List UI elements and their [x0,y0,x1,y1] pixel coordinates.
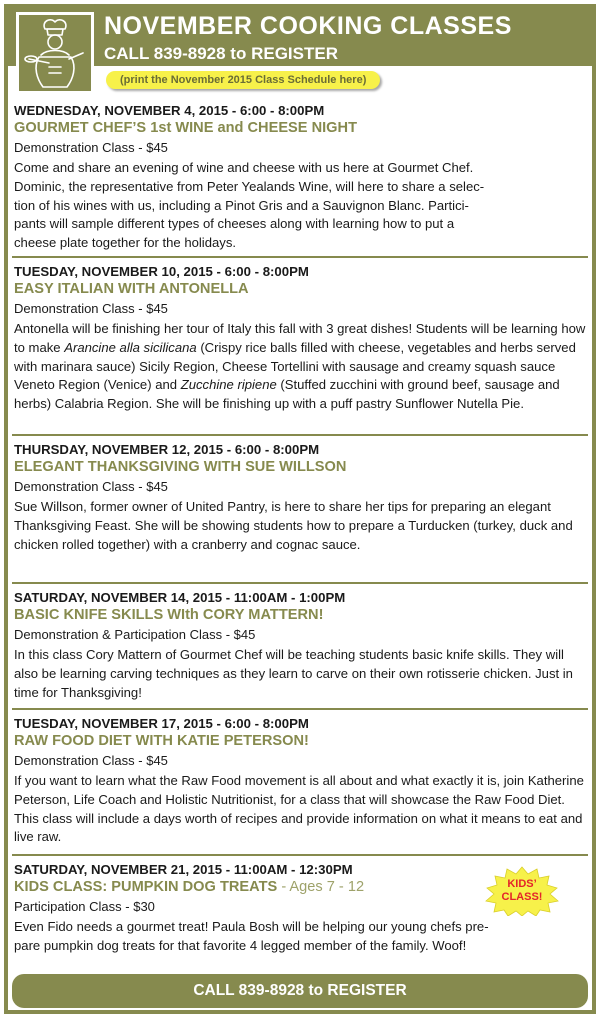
desc-line: pare pumpkin dog treats for that favorite 4 legged member of the family. Woof! [14,937,467,953]
class-description [14,159,588,253]
class-description: If you want to learn what the Raw Food movement is all about and what exactly it is, join Katherine Peterson, Life Coach and Holistic Nutritionist, for a class that will showcase the Raw Food Diet. This class will include a days worth of recipes and provide information on what it means to eat and live raw. [14,773,584,845]
desc-line: cheese plate together for the holidays. [14,235,237,251]
class-name: EASY ITALIAN WITH ANTONELLA [14,281,249,297]
class-type: Demonstration Class - $45 [14,301,168,316]
chef-logo-icon [16,12,94,94]
class-type: Demonstration Class - $45 [14,753,168,768]
class-name: ELEGANT THANKSGIVING WITH SUE WILLSON [14,459,347,475]
class-type: Demonstration Class - $45 [14,479,168,494]
register-phone: CALL 839-8928 to REGISTER [104,44,338,63]
desc-line: Even Fido needs a gourmet treat! Paula Bosh will be helping our young chefs pre- [14,919,489,934]
class-type: Demonstration Class - $45 [14,140,168,155]
class-description: Sue Willson, former owner of United Pantry, is here to share her tips for preparing an elegant Thanksgiving Feast. She will be showing students how to prepare a Turducken (turkey, duck and chicken rolled together) with a cranberry and cognac sauce. [14,499,573,552]
print-schedule-link[interactable]: (print the November 2015 Class Schedule here) [106,71,380,89]
kids-badge-line1: KIDS’ [507,878,537,890]
class-description [14,918,588,956]
class-entry-wine-cheese [14,103,588,253]
divider [12,256,588,258]
desc-line: Dominic, the representative from Peter Yealands Wine, will here to share a selec- [14,178,485,194]
desc-text: (Crispy rice balls filled with cheese, vegetables and herbs served with marinara sauce) Sicily Region, Cheese Tortellini with sausage and creamy squash sauce Veneto Region (Venice) and [14,339,576,393]
class-date: THURSDAY, NOVEMBER 12, 2015 - 6:00 - 8:00PM [14,442,320,457]
dish-name-zucchine: Zucchine ripiene [180,377,277,393]
class-ages: - Ages 7 - 12 [281,879,365,895]
class-date: TUESDAY, NOVEMBER 17, 2015 - 6:00 - 8:00PM [14,716,309,731]
class-description: In this class Cory Mattern of Gourmet Chef will be teaching students basic knife skills. They will also be learning carving techniques as they learn to carve on their own rotisserie chicken. Just in time for Thanksgiving! [14,647,573,700]
class-date: TUESDAY, NOVEMBER 10, 2015 - 6:00 - 8:00PM [14,264,309,279]
chef-illustration [19,15,91,91]
class-entry-thanksgiving [14,442,588,554]
divider [12,854,588,856]
desc-line: Come and share an evening of wine and cheese with us here at Gourmet Chef. [14,160,474,175]
desc-line: tion of his wines with us, including a Pinot Gris and a Sauvignon Blanc. Partici- [14,197,469,213]
class-date: WEDNESDAY, NOVEMBER 4, 2015 - 6:00 - 8:00PM [14,103,325,118]
divider [12,434,588,436]
class-type: Demonstration & Participation Class - $45 [14,627,256,642]
class-type: Participation Class - $30 [14,899,155,914]
kids-class-badge [484,866,560,916]
desc-line: pants will sample different types of cheeses along with learning how to put a [14,216,455,232]
class-description [14,320,588,414]
header-bar [8,8,592,66]
class-name: GOURMET CHEF’S 1st WINE and CHEESE NIGHT [14,120,357,136]
class-entry-knife-skills [14,590,588,702]
class-name: RAW FOOD DIET WITH KATIE PETERSON! [14,733,309,749]
divider [12,708,588,710]
register-button[interactable]: CALL 839-8928 to REGISTER [12,974,588,1008]
kids-badge-line2: CLASS! [501,891,543,903]
class-date: SATURDAY, NOVEMBER 14, 2015 - 11:00AM - 1:00PM [14,590,346,605]
class-date: SATURDAY, NOVEMBER 21, 2015 - 11:00AM - 12:30PM [14,862,353,877]
class-entry-raw-food [14,716,588,847]
class-name-text: KIDS CLASS: PUMPKIN DOG TREATS [14,879,278,895]
desc-text: (Stuffed zucchini with ground beef, sausage and herbs) Calabria Region. She will be finishing up with a puff pastry Sunflower Nutella Pie. [14,377,560,412]
page-title: NOVEMBER COOKING CLASSES [104,12,512,40]
class-name: BASIC KNIFE SKILLS WIth CORY MATTERN! [14,607,324,623]
divider [12,582,588,584]
desc-text: Antonella will be finishing her tour of Italy this fall with 3 great dishes! Students will be learning how to make [14,321,586,355]
dish-name-arancine: Arancine alla sicilicana [64,339,197,355]
page-frame [4,4,596,1014]
class-entry-easy-italian [14,264,588,414]
